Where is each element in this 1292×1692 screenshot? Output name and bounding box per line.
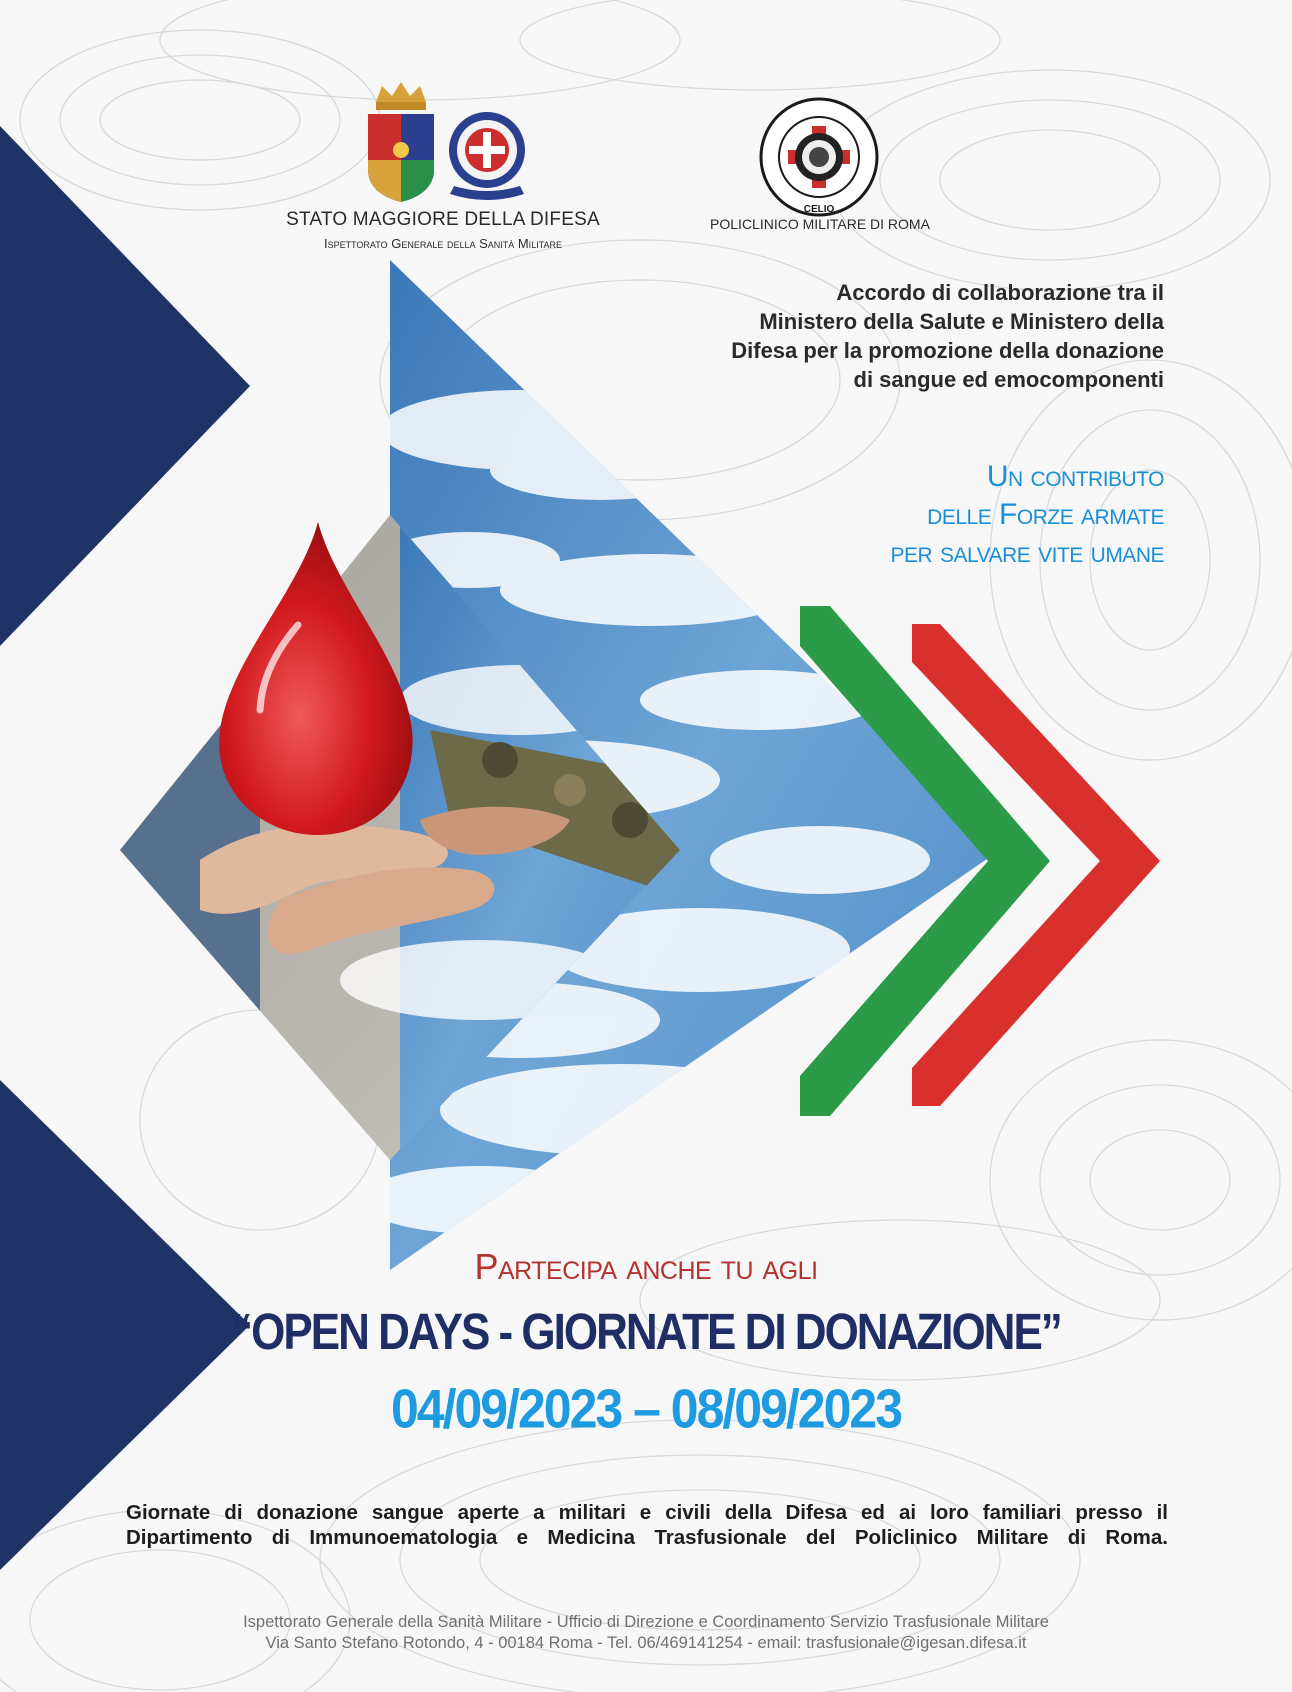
- celio-seal: [758, 96, 880, 218]
- contributo-line: Un contributo: [986, 460, 1164, 493]
- tricolor-chevrons: [800, 606, 1170, 1116]
- contributo-slogan: [704, 458, 1164, 572]
- event-description: [126, 1500, 1168, 1550]
- smd-emblem: [362, 80, 440, 204]
- accord-line: Ministero della Salute e Ministero della: [759, 309, 1164, 334]
- partecipa-heading: Partecipa anche tu agli: [474, 1246, 818, 1287]
- footer-line-address: Via Santo Stefano Rotondo, 4 - 00184 Roma - Tel. 06/469141254 - email: trasfusionale@igesan.difesa.it: [265, 1634, 1027, 1652]
- description-line: Giornate di donazione sangue aperte a militari e civili della Difesa ed ai loro familiari presso il: [126, 1501, 1168, 1524]
- accord-text: [604, 278, 1164, 394]
- celio-title: POLICLINICO MILITARE DI ROMA: [710, 216, 930, 232]
- open-days-title: “OPEN DAYS - GIORNATE DI DONAZIONE”: [231, 1304, 1061, 1361]
- event-dates: 04/09/2023 – 08/09/2023: [390, 1378, 902, 1440]
- description-line: Dipartimento di Immunoematologia e Medicina Trasfusionale del Policlinico Militare di Roma.: [126, 1526, 1168, 1549]
- footer-line-office: Ispettorato Generale della Sanità Militare - Ufficio di Direzione e Coordinamento Servizio Trasfusionale Militare: [243, 1613, 1049, 1631]
- accord-line: Difesa per la promozione della donazione: [731, 338, 1164, 363]
- accord-line: Accordo di collaborazione tra il: [836, 280, 1164, 305]
- footer-contact: [0, 1612, 1292, 1654]
- contributo-line: per salvare vite umane: [890, 536, 1164, 569]
- celio-seal-bottom: CELIO: [803, 204, 835, 215]
- smd-subtitle: Ispettorato Generale della Sanità Militare: [323, 236, 563, 251]
- contributo-line: delle Forze armate: [927, 498, 1164, 531]
- smd-title: STATO MAGGIORE DELLA DIFESA: [286, 209, 600, 230]
- accord-line: di sangue ed emocomponenti: [853, 367, 1164, 392]
- igesan-emblem: [446, 108, 528, 204]
